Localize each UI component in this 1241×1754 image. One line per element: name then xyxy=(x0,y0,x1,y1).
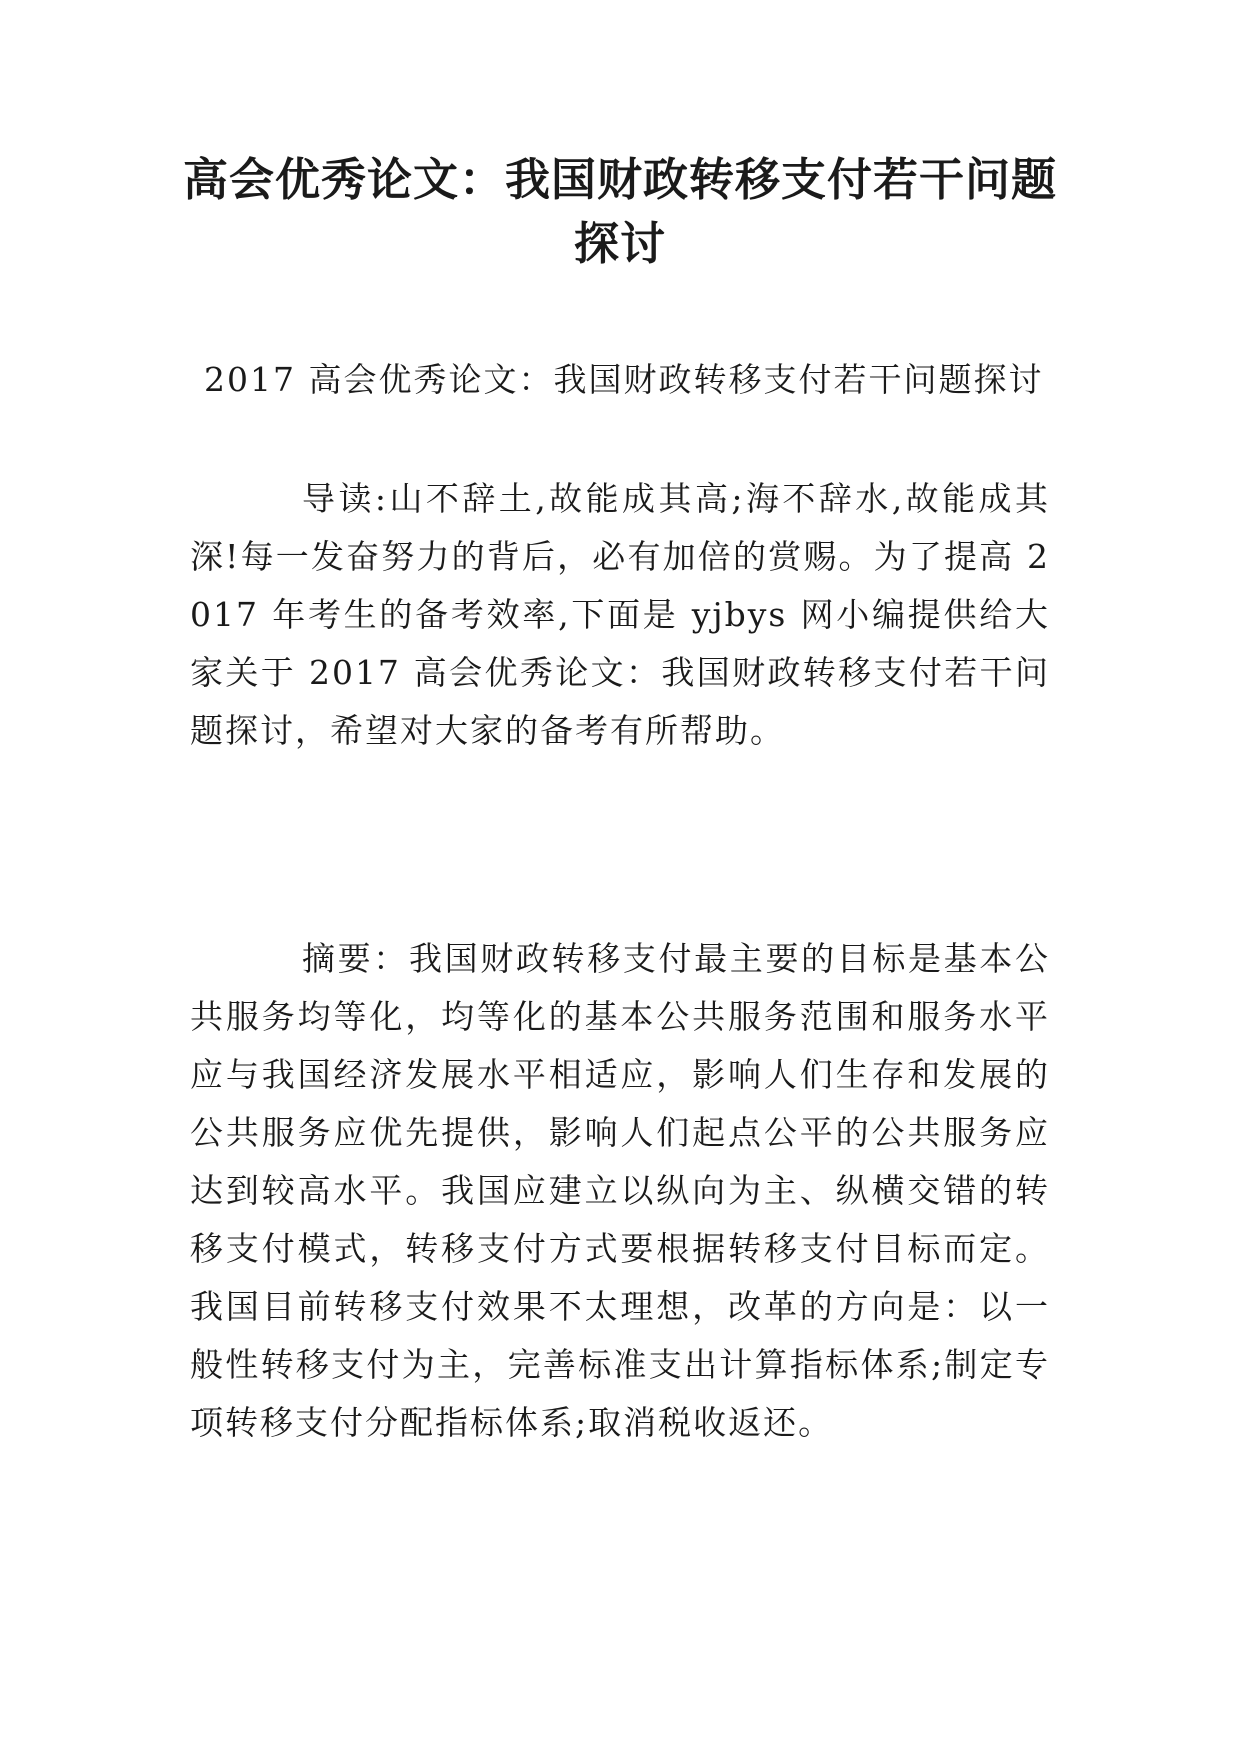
document-title: 高会优秀论文：我国财政转移支付若干问题探讨 xyxy=(182,153,1057,270)
document-subtitle: 2017 高会优秀论文：我国财政转移支付若干问题探讨 xyxy=(204,360,1044,399)
abstract-paragraph: 摘要：我国财政转移支付最主要的目标是基本公共服务均等化，均等化的基本公共服务范围和服务水平应与我国经济发展水平相适应，影响人们生存和发展的公共服务应优先提供，影响人们起点公平的公共服务应达到较高水平。我国应建立以纵向为主、纵横交错的转移支付模式，转移支付方式要根据转移支付目标而定。我国目前转移支付效果不太理想，改革的方向是：以一般性转移支付为主，完善标准支出计算指标体系;制定专项转移支付分配指标体系;取消税收返还。 xyxy=(190,939,1050,1442)
intro-paragraph: 导读:山不辞土,故能成其高;海不辞水,故能成其深!每一发奋努力的背后，必有加倍的赏赐。为了提高 2017 年考生的备考效率,下面是 yjbys 网小编提供给大家关于 2017 高会优秀论文：我国财政转移支付若干问题探讨，希望对大家的备考有所帮助。 xyxy=(190,479,1050,750)
